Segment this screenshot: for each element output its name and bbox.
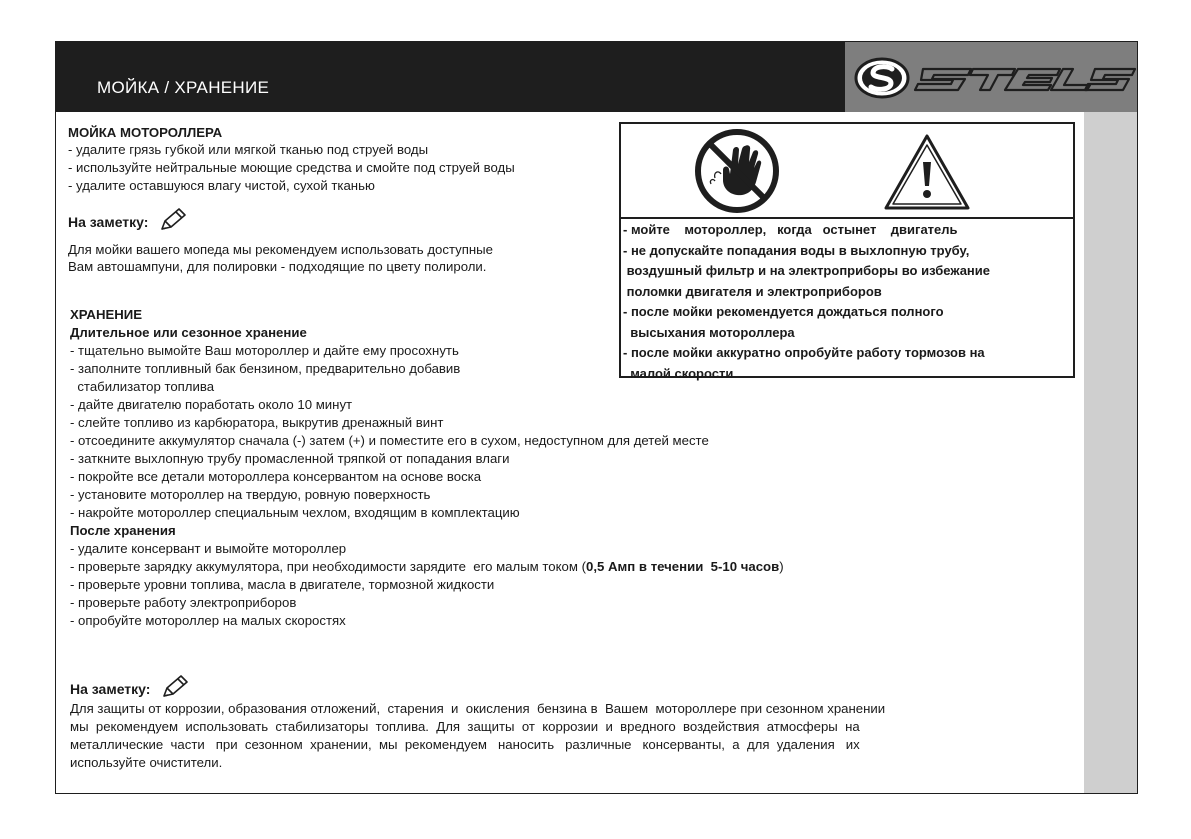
storage-item: - дайте двигателю поработать около 10 минут xyxy=(70,397,353,412)
storage-item: - установите мотороллер на твердую, ровную поверхность xyxy=(70,487,431,502)
warning-line: - после мойки аккуратно опробуйте работу тормозов на xyxy=(623,345,985,360)
pencil-icon xyxy=(160,674,190,700)
storage-subtitle: Длительное или сезонное хранение xyxy=(70,325,307,340)
storage-item: - накройте мотороллер специальным чехлом, входящим в комплектацию xyxy=(70,505,520,520)
warning-box xyxy=(619,122,1075,381)
note-title: На заметку: xyxy=(68,214,149,230)
battery-charge-spec: 0,5 Амп в течении 5-10 часов xyxy=(586,559,780,574)
note2-line: мы рекомендуем использовать стабилизаторы топлива. Для защиты от коррозии и вредного воздействия атмосферы на xyxy=(70,719,860,734)
warning-line: воздушный фильтр и на электроприборы во избежание xyxy=(623,263,990,278)
note2-line: используйте очистители. xyxy=(70,755,223,770)
after-storage-item: - опробуйте мотороллер на малых скоростях xyxy=(70,613,346,628)
storage-title: ХРАНЕНИЕ xyxy=(70,307,143,322)
page-title: МОЙКА / ХРАНЕНИЕ xyxy=(97,78,270,97)
storage-item: - заткните выхлопную трубу промасленной тряпкой от попадания влаги xyxy=(70,451,510,466)
side-strip xyxy=(1084,112,1137,794)
note2-title: На заметку: xyxy=(70,681,151,697)
storage-item: - покройте все детали мотороллера консервантом на основе воска xyxy=(70,469,482,484)
after-storage-item: - проверьте работу электроприборов xyxy=(70,595,297,610)
battery-text-end: ) xyxy=(779,559,784,574)
storage-item: - отсоедините аккумулятор сначала (-) затем (+) и поместите его в сухом, недоступном для детей месте xyxy=(70,433,709,448)
warning-line: малой скорости xyxy=(623,365,734,381)
storage-item: стабилизатор топлива xyxy=(70,379,215,394)
washing-item: - удалите грязь губкой или мягкой тканью под струей воды xyxy=(68,142,429,157)
note-header xyxy=(68,207,188,233)
warning-divider xyxy=(621,217,1073,219)
warning-line: - после мойки рекомендуется дождаться полного xyxy=(623,304,944,319)
manual-page xyxy=(55,41,1138,794)
brand-logo xyxy=(845,42,1137,112)
warning-triangle-icon xyxy=(882,132,972,212)
warning-line: поломки двигателя и электроприборов xyxy=(623,283,882,299)
after-storage-title: После хранения xyxy=(70,523,176,538)
note2-line: Для защиты от коррозии, образования отложений, старения и окисления бензина в Вашем мотороллере при сезонном хранении xyxy=(70,701,886,716)
note2-line: металлические части при сезонном хранении, мы рекомендуем наносить различные консерванты, а для удаления их xyxy=(70,737,860,752)
warning-text xyxy=(623,220,990,384)
washing-item: - используйте нейтральные моющие средства и смойте под струей воды xyxy=(68,160,515,175)
washing-item: - удалите оставшуюся влагу чистой, сухой тканью xyxy=(68,178,375,193)
warning-line: - мойте мотороллер, когда остынет двигатель xyxy=(623,222,958,237)
storage-item: - тщательно вымойте Ваш мотороллер и дайте ему просохнуть xyxy=(70,343,459,358)
after-storage-item: - удалите консервант и вымойте мотороллер xyxy=(70,541,347,556)
storage-item: - заполните топливный бак бензином, предварительно добавив xyxy=(70,361,461,376)
storage-item: - слейте топливо из карбюратора, выкрутив дренажный винт xyxy=(70,415,444,430)
after-storage-item: - проверьте уровни топлива, масла в двигателе, тормозной жидкости xyxy=(70,577,495,592)
note-line: Вам автошампуни, для полировки - подходящие по цвету полироли. xyxy=(68,259,487,274)
washing-title: МОЙКА МОТОРОЛЛЕРА xyxy=(68,125,223,140)
stels-logo-icon xyxy=(845,42,1137,112)
battery-text: - проверьте зарядку аккумулятора, при необходимости зарядите его малым током ( xyxy=(70,559,587,574)
warning-line: высыхания мотороллера xyxy=(623,324,795,340)
warning-line: - не допускайте попадания воды в выхлопную трубу, xyxy=(623,242,970,258)
no-touch-icon xyxy=(693,128,781,214)
after-storage-battery-item xyxy=(70,558,784,575)
note2-header xyxy=(70,674,190,700)
note-line: Для мойки вашего мопеда мы рекомендуем использовать доступные xyxy=(68,242,493,257)
pencil-icon xyxy=(158,207,188,233)
